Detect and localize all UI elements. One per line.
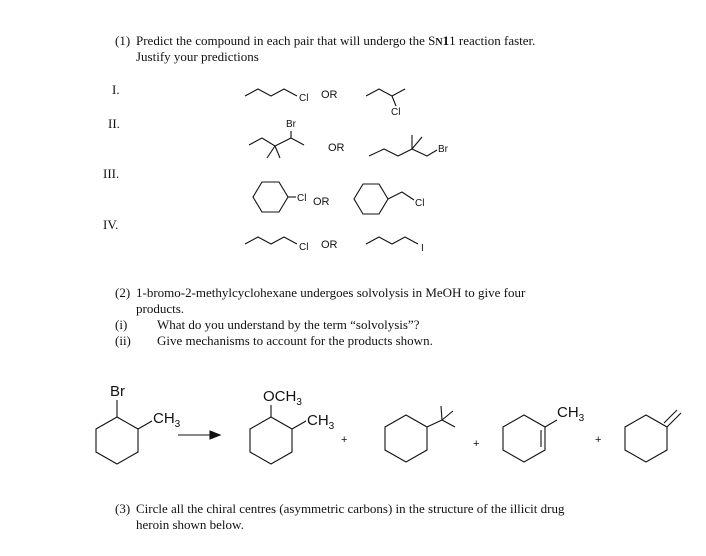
q1-sn1: 1 xyxy=(442,33,450,48)
pair-1-or: OR xyxy=(321,89,338,101)
pair-3-left-halogen: Cl xyxy=(297,193,307,204)
plus-sign-1: + xyxy=(341,434,348,446)
pair-4-or: OR xyxy=(321,239,338,251)
pair-2-or: OR xyxy=(328,142,345,154)
q2-prompt-cont: products. xyxy=(136,301,185,316)
q1-sn-subscript: N xyxy=(435,37,443,48)
reactant-br-label: Br xyxy=(110,383,125,400)
pair-4-right-halogen: I xyxy=(421,243,424,254)
pair-3-right-halogen: Cl xyxy=(415,198,425,209)
product-3-ch3-label: $CH_3$ xyxy=(557,404,585,424)
pair-1-numeral: I. xyxy=(112,82,120,97)
q2-sub-i-number: (i) xyxy=(115,317,128,332)
reactant-ch3-label: $CH_3$ xyxy=(153,410,181,430)
q2-sub-ii-text: Give mechanisms to account for the products shown. xyxy=(157,333,433,348)
pair-3-numeral: III. xyxy=(103,166,120,181)
pair-2-left-halogen: Br xyxy=(286,119,296,130)
pair-4-left-halogen: Cl xyxy=(299,242,309,253)
plus-sign-2: + xyxy=(473,438,480,450)
q2-sub-ii-number: (ii) xyxy=(115,333,131,348)
q2-number: (2) xyxy=(115,285,131,300)
pair-2-numeral: II. xyxy=(108,116,120,131)
q3-number: (3) xyxy=(115,501,131,516)
pair-3-or: OR xyxy=(313,196,330,208)
pair-1-left-halogen: Cl xyxy=(299,93,309,104)
q1-prompt-text: Predict the compound in each pair that will undergo the S xyxy=(136,33,436,48)
pair-4-numeral: IV. xyxy=(103,217,119,232)
q1-number: (1) xyxy=(115,33,131,48)
q2-sub-i-text: What do you understand by the term “solvolysis”? xyxy=(157,317,420,332)
product-1-och3-label: $OCH_3$ xyxy=(263,388,302,408)
q3-prompt-cont: heroin shown below. xyxy=(136,517,244,532)
q2-prompt: 1-bromo-2-methylcyclohexane undergoes solvolysis in MeOH to give four xyxy=(136,285,526,300)
pair-2-right-halogen: Br xyxy=(438,144,448,155)
q3-prompt: Circle all the chiral centres (asymmetric carbons) in the structure of the illicit drug xyxy=(136,501,565,516)
product-1-ch3-label: $CH_3$ xyxy=(307,412,335,432)
q1-prompt-end: 1 reaction faster. xyxy=(449,33,536,48)
plus-sign-3: + xyxy=(595,434,602,446)
pair-1-right-halogen: Cl xyxy=(391,107,401,118)
q1-justify: Justify your predictions xyxy=(136,49,259,64)
